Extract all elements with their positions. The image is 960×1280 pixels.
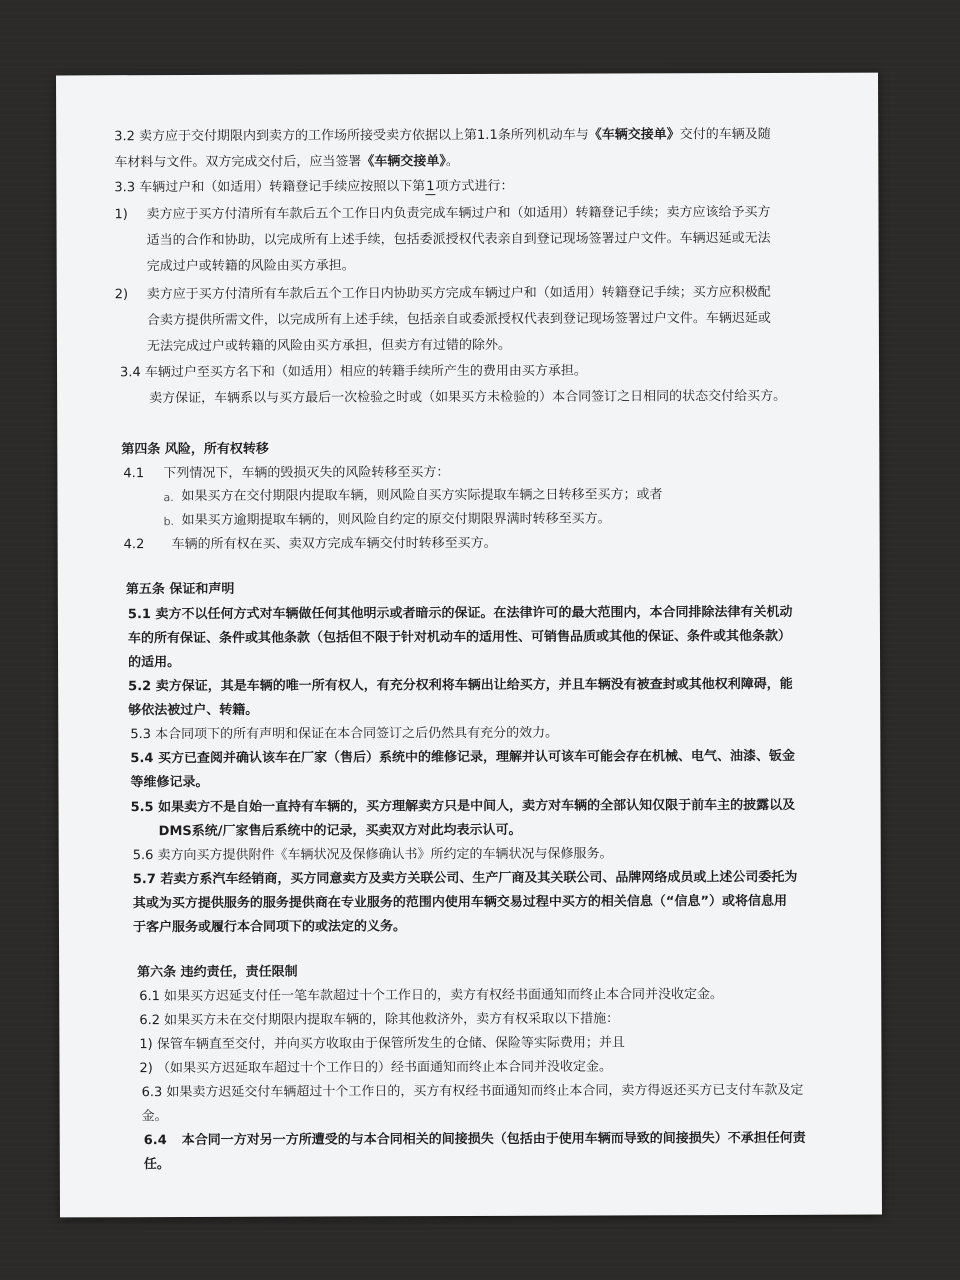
clause-5-2-line-2: 够依法被过户、转籍。 [128, 702, 259, 719]
clause-3-4-warranty: 卖方保证，车辆系以与买方最后一次检验之时或（如果买方未检验的）本合同签订之日相同的状态交付给买方。 [149, 388, 787, 407]
clause-3-4: 3.4 车辆过户至买方名下和（如适用）相应的转籍手续所产生的费用由买方承担。 [120, 363, 587, 381]
clause-6-2-item-2: 2) （如果买方迟延取车超过十个工作日的）经书面通知而终止本合同并没收定金。 [139, 1059, 612, 1077]
item-marker: a. [163, 491, 174, 505]
item-number: 2) [114, 287, 129, 303]
clause-4-2: 车辆的所有权在买、卖双方完成车辆交付时转移至买方。 [171, 535, 497, 553]
clause-6-1: 6.1 如果买方迟延支付任一笔车款超过十个工作日的，卖方有权经书面通知而终止本合同并没收定金。 [139, 987, 724, 1005]
clause-5-4-line-1: 5.4 买方已查阅并确认该车在厂家（售后）系统中的维修记录，理解并认可该车可能会存在机械、电气、油漆、钣金 [130, 748, 795, 767]
clause-5-7-line-2: 其或为买方提供服务的服务提供商在专业服务的范围内使用车辆交易过程中买方的相关信息（“信息”）或将信息用 [132, 893, 788, 912]
item-2-line-3: 无法完成过户或转籍的风险由买方承担，但卖方有过错的除外。 [146, 337, 511, 355]
clause-6-3-line-1: 6.3 如果卖方迟延交付车辆超过十个工作日的，买方有权经书面通知而终止本合同，卖方得返还买方已支付车款及定 [141, 1082, 804, 1101]
section-6-title: 第六条 违约责任，责任限制 [137, 964, 298, 981]
clause-5-7-line-1: 5.7 若卖方系汽车经销商，买方同意卖方及卖方关联公司、生产厂商及其关联公司、品牌网络成员或上述公司委托为 [132, 869, 798, 888]
clause-number: 4.1 [123, 466, 145, 482]
item-number: 1) [114, 207, 128, 223]
handover-doc-ref: 《车辆交接单》 [361, 154, 446, 170]
clause-number: 6.4 [143, 1133, 167, 1149]
item-1-line-3: 完成过户或转籍的风险由买方承担。 [146, 258, 355, 275]
clause-5-1-line-3: 的适用。 [128, 655, 181, 671]
clause-4-1-a: 如果买方在交付期限内提取车辆，则风险自买方实际提取车辆之日转移至买方；或者 [181, 487, 663, 505]
clause-5-4-line-2: 等维修记录。 [130, 774, 209, 791]
clause-5-5-line-2: DMS系统/厂家售后系统中的记录，买卖双方对此均表示认可。 [158, 822, 522, 840]
clause-5-1-line-2: 车的所有保证、条件或其他条款（包括但不限于针对机动车的适用性、可销售品质或其他的保证、条件或其他条款） [127, 628, 792, 647]
clause-6-3-line-2: 金。 [141, 1109, 168, 1125]
clause-5-6: 5.6 卖方向买方提供附件《车辆状况及保修确认书》所约定的车辆状况与保修服务。 [132, 846, 613, 864]
clause-number: 4.2 [123, 537, 145, 553]
item-1-line-1: 卖方应于买方付清所有车款后五个工作日内负责完成车辆过户和（如适用）转籍登记手续；卖方应该给予买方 [146, 204, 771, 223]
section-4-title: 第四条 风险，所有权转移 [121, 441, 269, 458]
handover-doc-ref: 《车辆交接单》 [588, 127, 680, 143]
clause-3-3: 3.3 车辆过户和（如适用）转籍登记手续应按照以下第1项方式进行： [114, 178, 514, 196]
section-5-title: 第五条 保证和声明 [125, 581, 235, 598]
item-marker: b. [163, 515, 175, 529]
clause-5-2-line-1: 5.2 卖方保证，其是车辆的唯一所有权人，有充分权利将车辆出让给买方，并且车辆没有被查封或其他权利障碍，能 [128, 676, 793, 695]
clause-3-2-line-1: 3.2 卖方应于交付期限内到卖方的工作场所接受卖方依据以上第1.1条所列机动车与《车辆交接单》交付的车辆及随 [114, 126, 771, 145]
item-1-line-2: 适当的合作和协助，以完成所有上述手续，包括委派授权代表亲自到登记现场签署过户文件。车辆迟延或无法 [146, 230, 771, 249]
clause-6-2-item-1: 1) 保管车辆直至交付，并向买方收取由于保管所发生的仓储、保险等实际费用；并且 [139, 1035, 625, 1053]
clause-4-1-b: 如果买方逾期提取车辆的，则风险自约定的原交付期限界满时转移至买方。 [181, 511, 611, 529]
clause-6-4-line-1: 本合同一方对另一方所遭受的与本合同相关的间接损失（包括由于使用车辆而导致的间接损失）不承担任何责 [181, 1130, 806, 1149]
clause-4-1: 下列情况下，车辆的毁损灭失的风险转移至买方： [163, 465, 450, 482]
clause-5-7-line-3: 于客户服务或履行本合同项下的或法定的义务。 [132, 919, 407, 936]
clause-5-5-line-1: 5.5 如果卖方不是自始一直持有车辆的，买方理解卖方只是中间人，卖方对车辆的全部认知仅限于前车主的披露以及 [130, 797, 796, 816]
item-2-line-2: 合卖方提供所需文件，以完成所有上述手续，包括亲自或委派授权代表到登记现场签署过户文件。车辆迟延或 [146, 310, 771, 329]
option-number: 1 [426, 179, 435, 195]
clause-5-3: 5.3 本合同项下的所有声明和保证在本合同签订之后仍然具有充分的效力。 [130, 725, 559, 743]
clause-5-1-line-1: 5.1 卖方不以任何方式对车辆做任何其他明示或者暗示的保证。在法律许可的最大范围内，本合同排除法律有关机动 [127, 604, 793, 623]
clause-6-2: 6.2 如果买方未在交付期限内提取车辆的，除其他救济外，卖方有权采取以下措施： [139, 1011, 620, 1029]
item-2-line-1: 卖方应于买方付清所有车款后五个工作日内协助买方完成车辆过户和（如适用）转籍登记手续；买方应积极配 [146, 284, 771, 303]
contract-page [56, 73, 882, 1218]
clause-3-2-line-2: 车材料与文件。双方完成交付后，应当签署《车辆交接单》。 [114, 154, 459, 171]
clause-6-4-line-2: 任。 [143, 1157, 170, 1173]
